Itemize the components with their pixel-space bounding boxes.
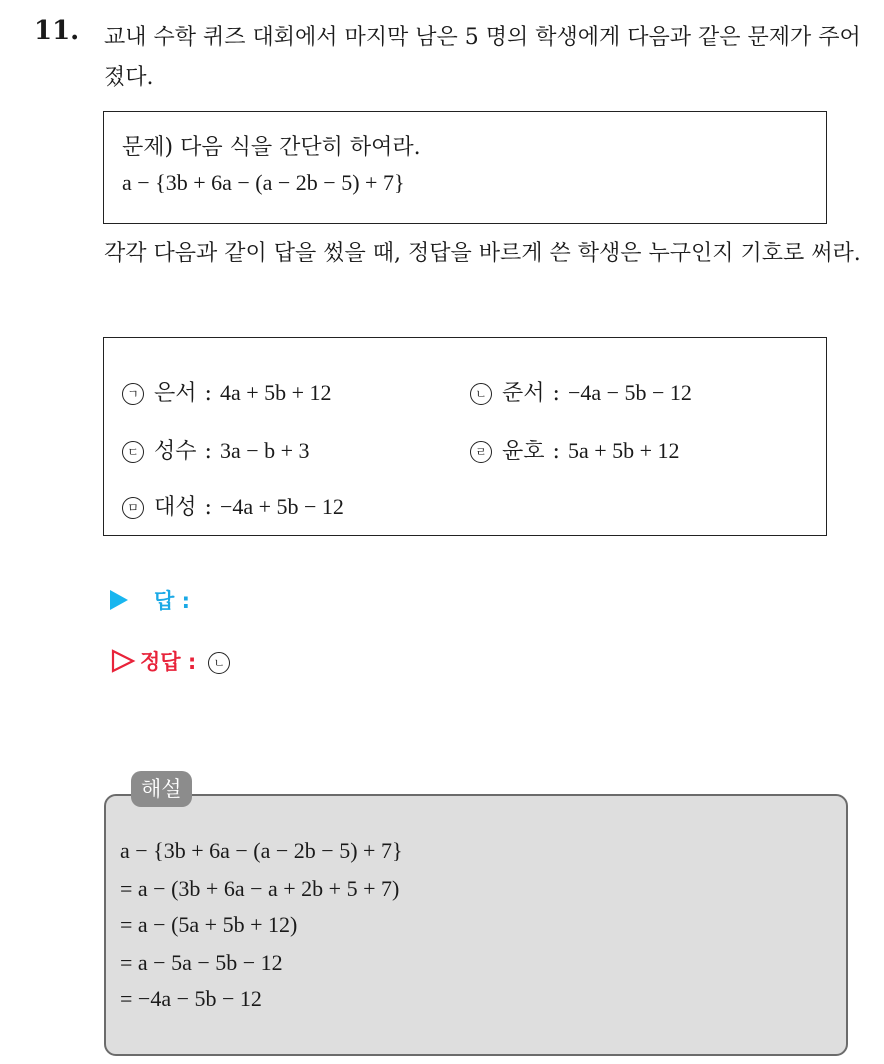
question-number: 11. bbox=[34, 16, 80, 46]
problem-box bbox=[103, 111, 827, 224]
explanation-title: 해설 bbox=[131, 771, 192, 807]
choice-name: 대성 bbox=[154, 495, 197, 520]
choice-answer: −4a + 5b − 12 bbox=[219, 494, 344, 519]
circled-letter-icon: ㄷ bbox=[122, 441, 144, 463]
correct-label: 정답 : bbox=[140, 650, 197, 674]
choice-name: 성수 bbox=[154, 439, 197, 464]
outline-triangle-icon bbox=[110, 648, 136, 674]
choice-answer: −4a − 5b − 12 bbox=[567, 380, 692, 405]
circled-letter-icon: ㅁ bbox=[122, 497, 144, 519]
choice-item: ㅁ 대성 : −4a + 5b − 12 bbox=[122, 490, 344, 521]
choice-item: ㄱ 은서 : 4a + 5b + 12 bbox=[122, 376, 332, 407]
choice-item: ㄴ 준서 : −4a − 5b − 12 bbox=[470, 376, 692, 407]
choice-name: 윤호 bbox=[502, 439, 545, 464]
choice-answer: 4a + 5b + 12 bbox=[219, 380, 332, 405]
choice-name: 준서 bbox=[502, 381, 545, 406]
problem-title: 문제) 다음 식을 간단히 하여라. bbox=[122, 135, 421, 160]
circled-letter-icon: ㄴ bbox=[208, 652, 230, 674]
correct-answer-row bbox=[110, 646, 240, 676]
explanation-line: = a − 5a − 5b − 12 bbox=[120, 950, 283, 975]
answer-row bbox=[110, 585, 190, 615]
choice-item: ㄹ 윤호 : 5a + 5b + 12 bbox=[470, 434, 680, 465]
problem-expression: a − {3b + 6a − (a − 2b − 5) + 7} bbox=[122, 170, 405, 195]
explanation-line: = −4a − 5b − 12 bbox=[120, 986, 262, 1011]
circled-letter-icon: ㄱ bbox=[122, 383, 144, 405]
explanation-line: = a − (5a + 5b + 12) bbox=[120, 912, 298, 937]
instruction-text: 각각 다음과 같이 답을 썼을 때, 정답을 바르게 쓴 학생은 누구인지 기호로 써라. bbox=[104, 241, 861, 266]
filled-triangle-icon bbox=[110, 590, 128, 610]
circled-letter-icon: ㄹ bbox=[470, 441, 492, 463]
choices-box bbox=[103, 337, 827, 536]
circled-letter-icon: ㄴ bbox=[470, 383, 492, 405]
choice-name: 은서 bbox=[154, 381, 197, 406]
explanation-line: = a − (3b + 6a − a + 2b + 5 + 7) bbox=[120, 876, 400, 901]
choice-answer: 5a + 5b + 12 bbox=[567, 438, 680, 463]
choice-item: ㄷ 성수 : 3a − b + 3 bbox=[122, 434, 310, 465]
question-text: 교내 수학 퀴즈 대회에서 마지막 남은 5 명의 학생에게 다음과 같은 문제가 주어졌다. bbox=[104, 25, 861, 90]
answer-label: 답 : bbox=[154, 589, 190, 613]
choice-answer: 3a − b + 3 bbox=[219, 438, 310, 463]
explanation-line: a − {3b + 6a − (a − 2b − 5) + 7} bbox=[120, 838, 403, 863]
